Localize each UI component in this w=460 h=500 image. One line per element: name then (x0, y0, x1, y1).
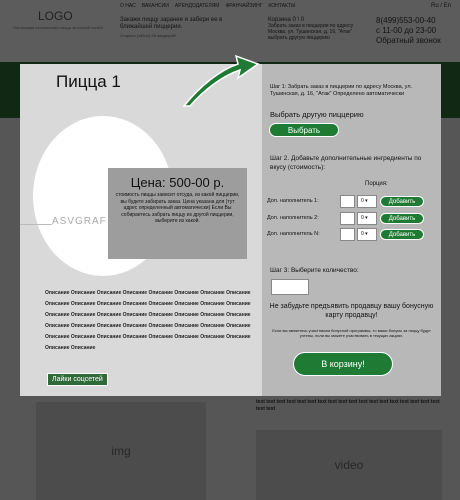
modal-right-panel (262, 64, 441, 396)
ingredient-checkbox[interactable] (340, 228, 355, 241)
step3-text: Шаг 3: Выберите количество: (270, 267, 359, 274)
bonus-hint: Не забудьте предъявить продавцу вашу бонусную карту продавцу! (269, 303, 434, 319)
pizza-title: Пицца 1 (56, 72, 121, 91)
step1-text: Шаг 1: Забрать заказ в пиццерии по адресу Москва, ул. Тушинская, д. 16, "Атак" Определено автоматически (270, 84, 413, 97)
price-box (108, 168, 247, 259)
ingredient-row-2 (267, 211, 424, 225)
pizza-modal (20, 64, 441, 396)
portion-select[interactable]: 0 ▾ (357, 195, 377, 208)
watermark: ASVGRAF (52, 216, 107, 227)
description-line: Описание Описание (45, 345, 96, 351)
ingredient-checkbox[interactable] (340, 195, 355, 208)
add-to-cart-button[interactable]: В корзину! (293, 352, 393, 376)
add-ingredient-button[interactable]: Добавить (380, 196, 424, 207)
modal-left-panel (20, 64, 262, 396)
description-line: Описание Описание Описание Описание Описание Описание Описание Описание (45, 323, 251, 329)
arrow-icon (180, 50, 260, 110)
bonus-note: Если вы являетесь участником бонусной программы, то ваши бонусы за пиццу будут учтены, если вы можете участвовать в текущих акциях. (272, 328, 431, 338)
ingredient-row-n (267, 227, 424, 241)
quantity-input[interactable] (271, 279, 309, 295)
ingredient-label: Доп. наполнитель 2: (267, 215, 319, 221)
add-ingredient-button[interactable]: Добавить (380, 213, 424, 224)
portion-select[interactable]: 0 ▾ (357, 212, 377, 225)
description-line: Описание Описание Описание Описание Описание Описание Описание Описание (45, 312, 251, 318)
portion-label: Порция: (365, 181, 388, 187)
social-likes-button[interactable]: Лайки соцсетей (47, 373, 108, 386)
price: Цена: 500-00 р. (130, 175, 225, 190)
choose-pizzeria-label: Выбрать другую пиццерию (270, 110, 364, 119)
add-ingredient-button[interactable]: Добавить (380, 229, 424, 240)
description (45, 288, 251, 354)
ingredient-label: Доп. наполнитель 1: (267, 198, 319, 204)
description-line: Описание Описание Описание Описание Описание Описание Описание Описание (45, 301, 251, 307)
ingredient-label: Доп. наполнитель N: (267, 231, 320, 237)
description-line: Описание Описание Описание Описание Описание Описание Описание Описание (45, 334, 251, 340)
ingredient-checkbox[interactable] (340, 212, 355, 225)
step2-text: Шаг 2. Добавьте дополнительные ингредиенты по вкусу (стоимость): (270, 155, 422, 171)
ingredient-row-1 (267, 194, 424, 208)
watermark-line (20, 224, 52, 225)
price-note: стоимость пиццы зависит отсуда, из какой пиццерии, вы будете забирать заказ. Цена указана для (тут адрес определенный автоматически) Если Вы собираетесь забрать пиццу из другой пиццерии, выберите из какой. (115, 192, 240, 224)
portion-select[interactable]: 0 ▾ (357, 228, 377, 241)
description-line: Описание Описание Описание Описание Описание Описание Описание Описание (45, 290, 251, 296)
choose-pizzeria-button[interactable]: Выбрать (269, 123, 339, 137)
